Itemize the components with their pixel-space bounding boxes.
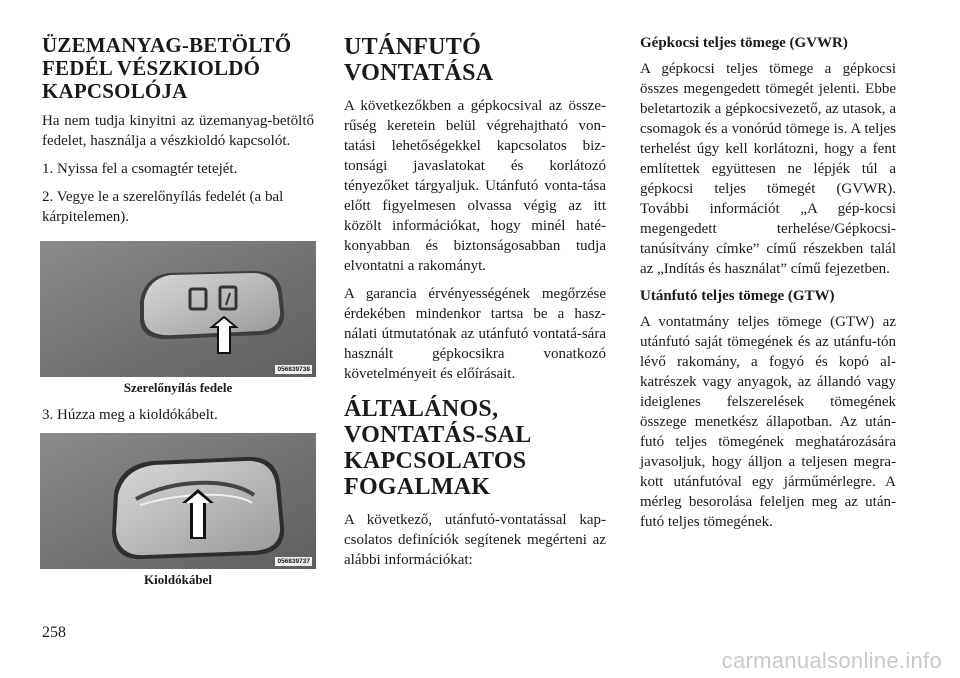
release-cable-illustration <box>40 433 316 569</box>
access-panel-illustration <box>40 241 316 377</box>
section-title-trailer-towing: UTÁNFUTÓ VONTATÁSA <box>344 34 494 86</box>
subheading-gvwr: Gépkocsi teljes tömege (GVWR) <box>640 35 848 51</box>
figure-code: 056839737 <box>277 558 310 565</box>
section-title-fuel-door: ÜZEMANYAG-BETÖLTŐ FEDÉL VÉSZKIOLDÓ KAPCSOLÓJA <box>42 33 292 103</box>
figure-caption-release-cable: Kioldókábel <box>144 572 212 587</box>
gtw-paragraph: A vontatmány teljes tömege (GTW) az utánfutó saját tömegének és az utánfu-tón lévő rakomány, a fogyó és kopó al-katrészek vagy anyagok, az állandó vagy ideiglenes felszerelések tömegének összege menetkész állapotban. Az után-futó teljes tömegének meghatározására javasoljuk, hogy álljon a teljesen megra-kott utánfutóval egy járműmérlegre. A mérleg besorolása feleljen meg az után-futó teljes tömegének. <box>640 314 896 530</box>
figure-caption-access-panel: Szerelőnyílás fedele <box>123 380 233 395</box>
terms-paragraph: A következő, utánfutó-vontatással kap-csolatos definíciók segítenek megérteni az alábbi információkat: <box>344 512 606 568</box>
subheading-gtw: Utánfutó teljes tömege (GTW) <box>640 288 835 304</box>
step-2: 2. Vegye le a szerelőnyílás fedelét (a bal kárpitelemen). <box>42 189 284 225</box>
intro-paragraph: Ha nem tudja kinyitni az üzemanyag-betöltő fedelet, használja a vészkioldó kapcsolót. <box>42 113 314 149</box>
figure-code: 056839738 <box>277 366 310 373</box>
gvwr-paragraph: A gépkocsi teljes tömege a gépkocsi összes megengedett tömegét jelenti. Ebbe beletartozik a gépkocsivezető, az utasok, a csomagok és a vonórúd tömege is. A teljes terhelést úgy kell korlátozni, hogy a fent említettek együttesen ne lépjék túl a gépkocsi teljes tömegét (GVWR). További információt „A gép-kocsi megengedett terhelése/Gépkocsi-tanúsítvány címke” című részekben talál az „Indítás és használat” című fejezetben. <box>640 61 896 277</box>
page-number: 258 <box>42 624 66 641</box>
towing-paragraph-2: A garancia érvényességének megőrzése érdekében mindenkor tartsa be a hasz-nálati útmutatónak az utánfutó vontatá-sára használt gépkocsikra vonatkozó követelményeit és előírásait. <box>344 286 606 382</box>
step-1: 1. Nyissa fel a csomagtér tetejét. <box>42 161 238 177</box>
step-3: 3. Húzza meg a kioldókábelt. <box>42 407 218 423</box>
column-right <box>640 34 896 540</box>
section-title-towing-terms: ÁLTALÁNOS, VONTATÁS-SAL KAPCSOLATOS FOGALMAK <box>344 396 531 500</box>
watermark: carmanualsonline.info <box>721 648 942 673</box>
figure-access-panel <box>40 241 316 377</box>
column-middle <box>344 34 606 578</box>
figure-release-cable <box>40 433 316 569</box>
towing-paragraph-1: A következőkben a gépkocsival az össze-rűség keretein belül végrehajtható von-tatási lehetőségekkel kapcsolatos biz-tonsági javaslatokat és korlátozó tényezőket tárgyaljuk. Utánfutó vonta-tása előtt figyelmesen olvassa végig az itt közölt információkat, hogy minél haté-konyabban és biztonságosabban tudja elvontatni a rakományt. <box>344 98 606 274</box>
column-left <box>42 34 314 597</box>
